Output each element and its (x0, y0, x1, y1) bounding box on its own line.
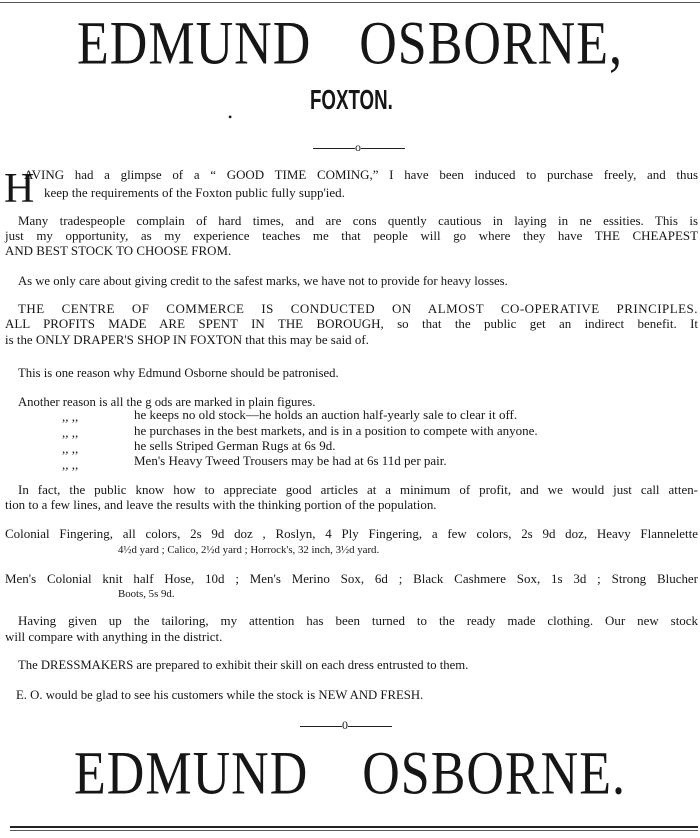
para-credit: As we only care about giving credit to the safest marks, we have not to provide for heavy losses. (18, 274, 508, 288)
para-reason: This is one reason why Edmund Osborne should be patronised. (18, 366, 339, 380)
top-border-rule (0, 2, 700, 3)
footer-name: EDMUND OSBORNE. (74, 740, 626, 808)
drop-cap: H (4, 166, 35, 212)
para-tailoring-line-2: will compare with anything in the district. (5, 629, 223, 644)
para-centre-line-1: THE CENTRE OF COMMERCE IS CONDUCTED ON ALMOST CO-OPERATIVE PRINCIPLES. (18, 301, 698, 316)
intro-line-1: AVING had a glimpse of a “ GOOD TIME COMING,” I have been induced to purchase freely, and thus (24, 167, 698, 182)
ditto-mark: ,, ,, (62, 457, 79, 472)
para-fact-line-1: In fact, the public know how to appreciate good articles at a minimum of profit, and we would just call atten- (18, 482, 698, 497)
masthead-name: EDMUND OSBORNE, (77, 10, 623, 78)
para-many-line-3: AND BEST STOCK TO CHOOSE FROM. (5, 243, 232, 258)
ditto-mark: ,, ,, (62, 425, 79, 440)
para-centre-line-3: is the ONLY DRAPER'S SHOP IN FOXTON that this may be said of. (5, 332, 369, 347)
para-colonial-line-1: Colonial Fingering, all colors, 2s 9d doz , Roslyn, 4 Ply Fingering, a few colors, 2s 9d doz, Heavy Flannelette (5, 526, 698, 541)
ditto-mark: ,, ,, (62, 409, 79, 424)
para-hose-line-1: Men's Colonial knit half Hose, 10d ; Men's Merino Sox, 6d ; Black Cashmere Sox, 1s 3d ; Strong Blucher (5, 571, 698, 586)
reason-item: he keeps no old stock—he holds an auction half-yearly sale to clear it off. (134, 407, 518, 422)
para-fact-line-2: tion to a few lines, and leave the results with the thinking portion of the population. (5, 497, 437, 512)
reasons-intro: Another reason is all the g ods are marked in plain figures. (18, 395, 316, 409)
ornament-divider-bottom: 0 (300, 718, 392, 733)
ditto-mark: ,, ,, (62, 441, 79, 456)
para-dressmakers: The DRESSMAKERS are prepared to exhibit their skill on each dress entrusted to them. (18, 658, 469, 672)
masthead-town: FOXTON. (309, 84, 393, 116)
ornament-divider-top: o (313, 140, 405, 155)
ink-dot: • (228, 110, 233, 124)
reason-item: he purchases in the best markets, and is in a position to compete with anyone. (134, 423, 538, 438)
para-eo: E. O. would be glad to see his customers while the stock is NEW AND FRESH. (16, 688, 424, 702)
reason-item: he sells Striped German Rugs at 6s 9d. (134, 438, 336, 453)
para-hose-line-2: Boots, 5s 9d. (118, 588, 175, 600)
reason-item: Men's Heavy Tweed Trousers may be had at 6s 11d per pair. (134, 453, 447, 468)
para-colonial-line-2: 4½d yard ; Calico, 2½d yard ; Horrock's, 32 inch, 3½d yard. (118, 544, 380, 556)
bottom-border-rule (10, 826, 698, 828)
para-many-line-1: Many tradespeople complain of hard times, and are cons quently cautious in laying in ne essities. This is (18, 213, 698, 228)
bottom-border-rule-thin (10, 830, 698, 831)
para-centre-line-2: ALL PROFITS MADE ARE SPENT IN THE BOROUGH, so that the public get an indirect benefit. It (5, 316, 698, 331)
para-many-line-2: just my opportunity, as my experience teaches me that people will go where they have THE CHEAPEST (5, 228, 698, 243)
para-tailoring-line-1: Having given up the tailoring, my attention has been turned to the ready made clothing. Our new stock (18, 613, 698, 628)
intro-line-2: keep the requirements of the Foxton public fully supp'ied. (44, 185, 345, 200)
